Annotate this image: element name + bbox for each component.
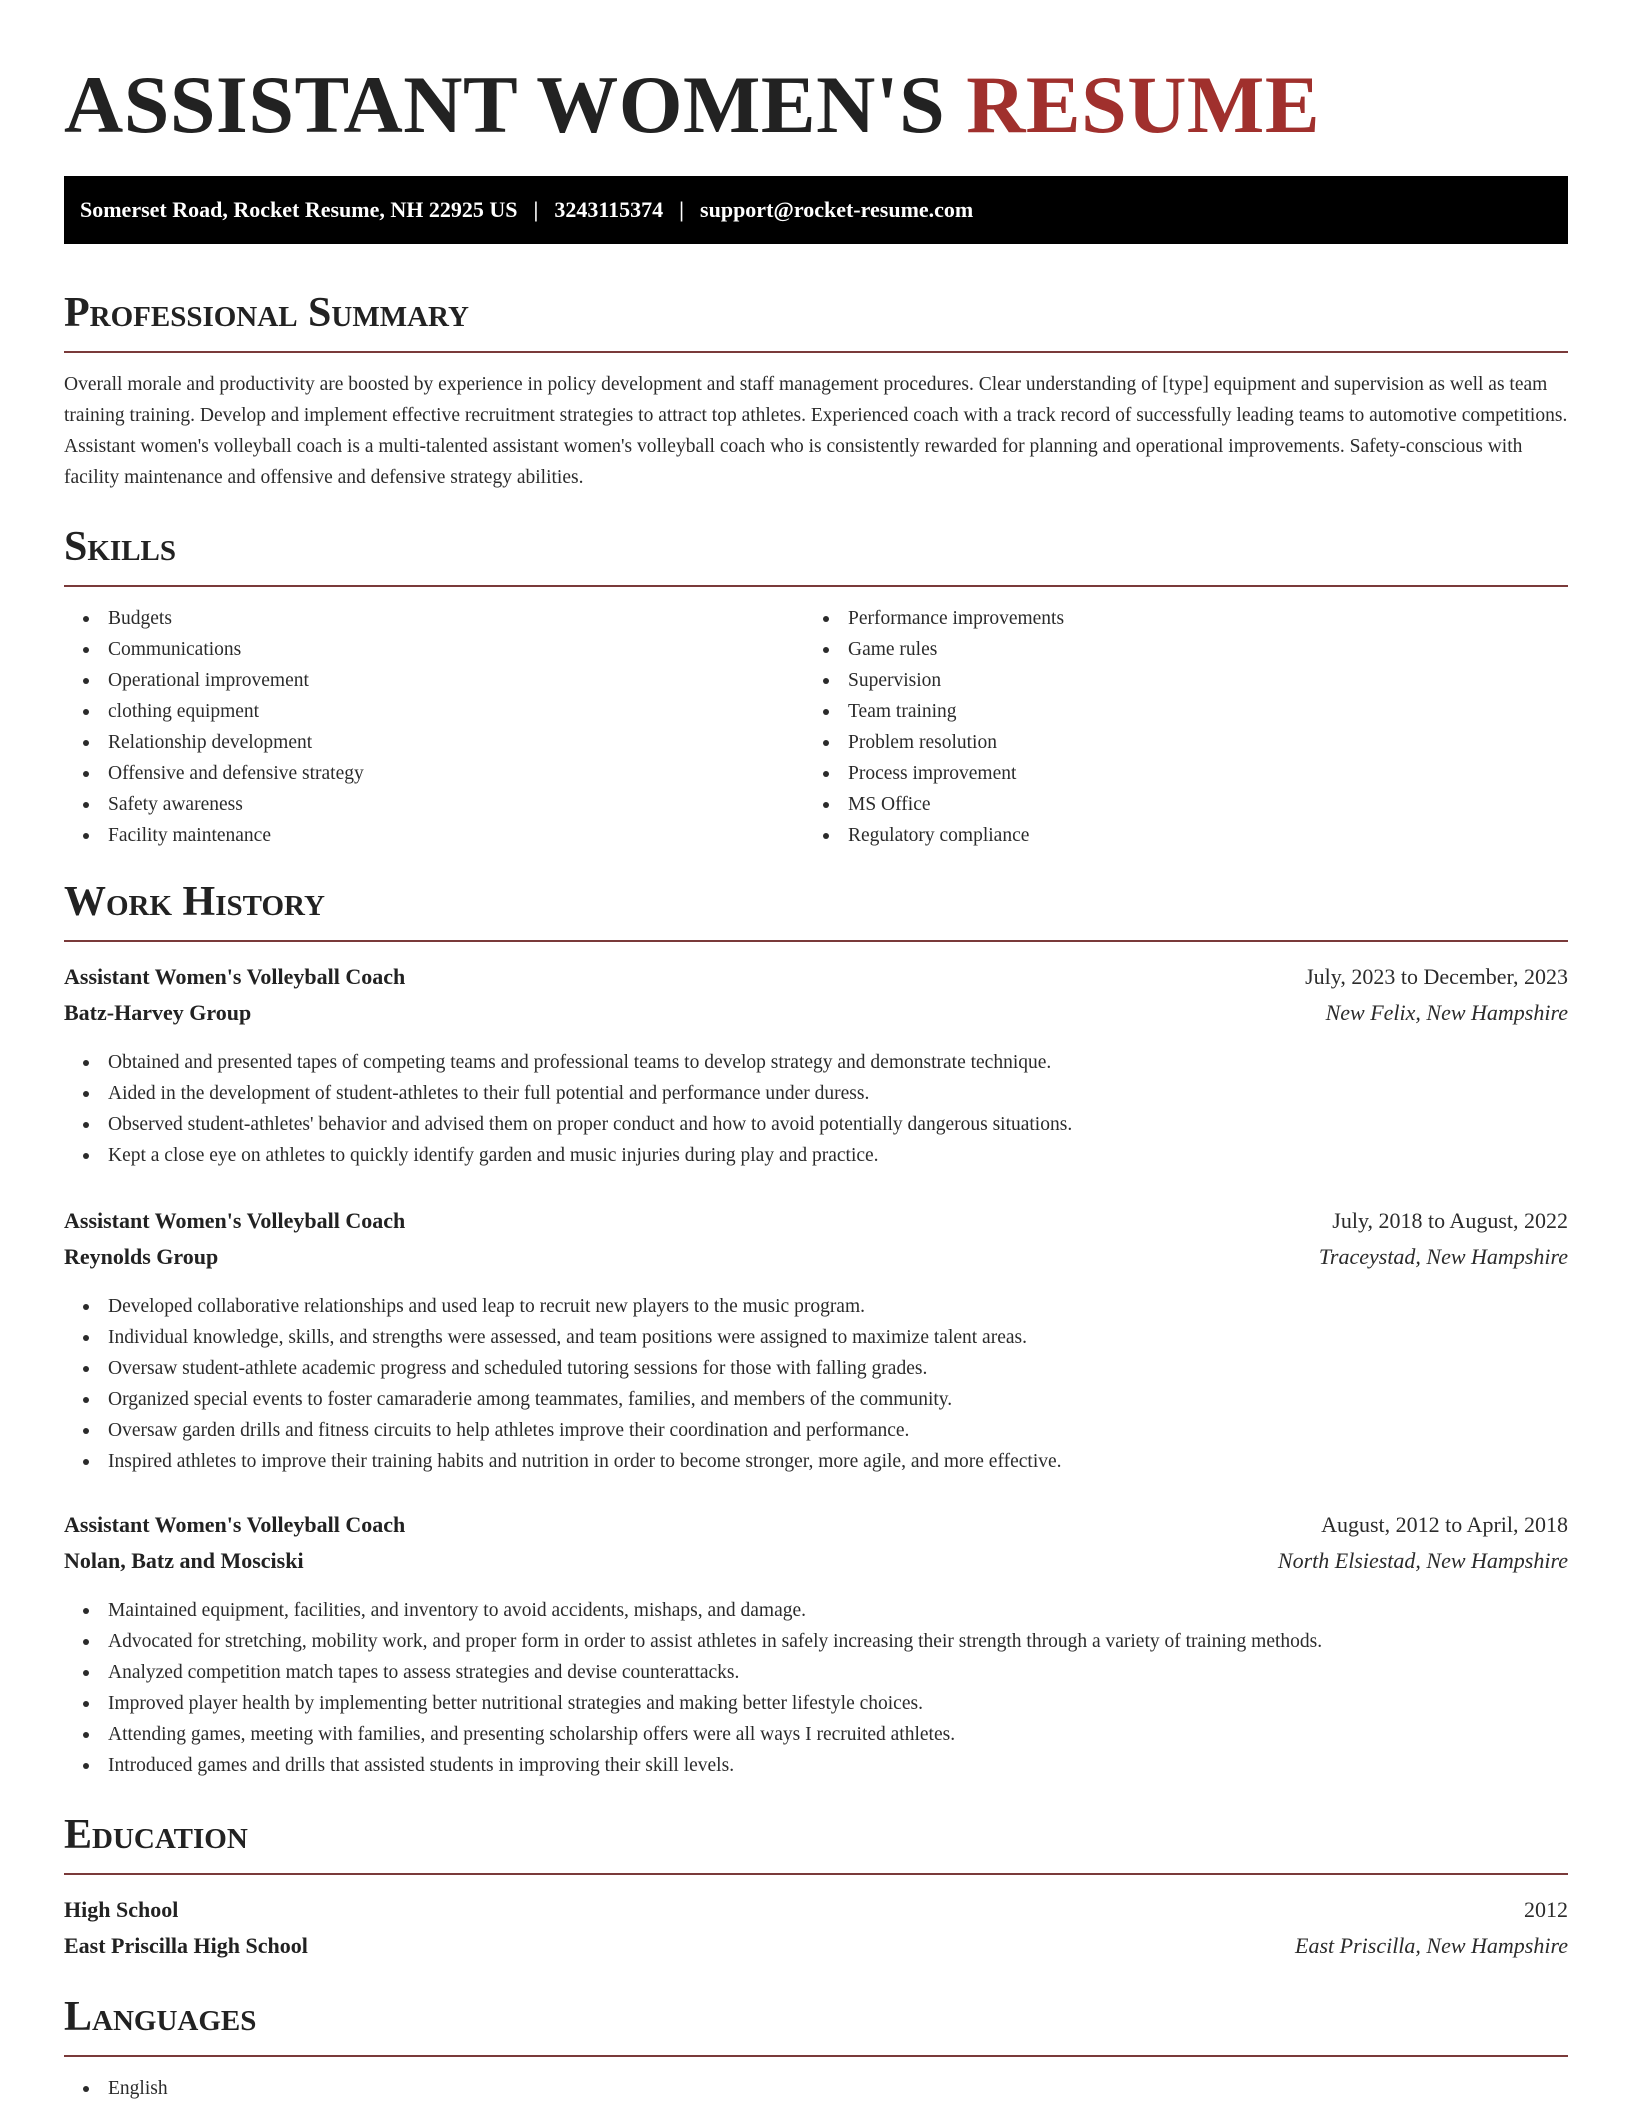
education-school: East Priscilla High School [64, 1933, 308, 1958]
job-bullet: Improved player health by implementing better nutritional strategies and making better lifestyle choices. [64, 1688, 1322, 1719]
title-accent: RESUME [966, 59, 1321, 150]
job-bullet: Obtained and presented tapes of competing teams and professional teams to develop strategy and demonstrate technique. [64, 1047, 1072, 1078]
skill-item: Offensive and defensive strategy [64, 758, 364, 789]
languages-list [64, 2073, 168, 2104]
job-location: New Felix, New Hampshire [1325, 1000, 1568, 1025]
job-bullets [64, 1595, 1322, 1781]
job-header-row [64, 1507, 1568, 1543]
skills-list-right [804, 603, 1064, 851]
summary-text: Overall morale and productivity are boosted by experience in policy development and staff management procedures. Clear understanding of [type] equipment and supervision as well as team training training. Develop and implement effective recruitment strategies to attract top athletes. Experienced coach with a track record of successfully leading teams to automotive competitions. Assistant women's volleyball coach is a multi-talented assistant women's volleyball coach who is consistently rewarded for planning and operational improvements. Safety-conscious with facility maintenance and offensive and defensive strategy abilities. [64, 374, 1568, 488]
job-company: Reynolds Group [64, 1244, 219, 1269]
work-heading: Work History [64, 879, 325, 925]
job-bullet: Attending games, meeting with families, and presenting scholarship offers were all ways I recruited athletes. [64, 1719, 1322, 1750]
job-dates: July, 2023 to December, 2023 [1305, 964, 1568, 989]
education-heading: Education [64, 1812, 248, 1858]
skill-item: Relationship development [64, 727, 364, 758]
job-bullet: Advocated for stretching, mobility work, and proper form in order to assist athletes in safely increasing their strength through a variety of training methods. [64, 1626, 1322, 1657]
job-bullet: Aided in the development of student-athletes to their full potential and performance under duress. [64, 1078, 1072, 1109]
job-bullet: Introduced games and drills that assisted students in improving their skill levels. [64, 1750, 1322, 1781]
work-divider [64, 940, 1568, 942]
job-bullet: Maintained equipment, facilities, and inventory to avoid accidents, mishaps, and damage. [64, 1595, 1322, 1626]
job-bullet: Oversaw student-athlete academic progress and scheduled tutoring sessions for those with falling grades. [64, 1353, 1062, 1384]
skill-item: Performance improvements [804, 603, 1064, 634]
job-company: Nolan, Batz and Mosciski [64, 1548, 304, 1573]
languages-heading: Languages [64, 1994, 257, 2040]
job-bullet: Inspired athletes to improve their training habits and nutrition in order to become stronger, more agile, and more effective. [64, 1446, 1062, 1477]
job-bullet: Organized special events to foster camaraderie among teammates, families, and members of the community. [64, 1384, 1062, 1415]
job-bullet: Oversaw garden drills and fitness circuits to help athletes improve their coordination and performance. [64, 1415, 1062, 1446]
language-item: English [64, 2073, 168, 2104]
contact-separator: | [679, 197, 685, 222]
job-dates: August, 2012 to April, 2018 [1321, 1512, 1568, 1537]
skill-item: Facility maintenance [64, 820, 364, 851]
contact-address: Somerset Road, Rocket Resume, NH 22925 US [80, 197, 518, 222]
education-row [64, 1892, 1568, 1928]
skill-item: Process improvement [804, 758, 1064, 789]
job-location: Traceystad, New Hampshire [1318, 1244, 1568, 1269]
education-year: 2012 [1524, 1897, 1568, 1922]
job-location: North Elsiestad, New Hampshire [1277, 1548, 1568, 1573]
skill-item: Operational improvement [64, 665, 364, 696]
job-company-row [64, 995, 1568, 1031]
education-school-row [64, 1928, 1568, 1964]
education-degree: High School [64, 1897, 179, 1922]
education-divider [64, 1873, 1568, 1875]
skills-list-left [64, 603, 364, 851]
skill-item: Budgets [64, 603, 364, 634]
job-bullet: Analyzed competition match tapes to assess strategies and devise counterattacks. [64, 1657, 1322, 1688]
contact-separator: | [533, 197, 539, 222]
skill-item: Safety awareness [64, 789, 364, 820]
skills-divider [64, 585, 1568, 587]
contact-email: support@rocket-resume.com [700, 197, 974, 222]
skill-item: Communications [64, 634, 364, 665]
contact-bar [64, 176, 1568, 244]
job-title: Assistant Women's Volleyball Coach [64, 964, 406, 989]
job-bullet: Individual knowledge, skills, and strengths were assessed, and team positions were assigned to maximize talent areas. [64, 1322, 1062, 1353]
job-title: Assistant Women's Volleyball Coach [64, 1512, 406, 1537]
job-company: Batz-Harvey Group [64, 1000, 252, 1025]
skills-heading: Skills [64, 524, 177, 570]
title-main: ASSISTANT WOMEN'S [64, 59, 946, 150]
summary-heading: Professional Summary [64, 290, 469, 336]
summary-divider [64, 351, 1568, 353]
skill-item: Game rules [804, 634, 1064, 665]
education-location: East Priscilla, New Hampshire [1295, 1933, 1568, 1958]
skill-item: Team training [804, 696, 1064, 727]
job-dates: July, 2018 to August, 2022 [1332, 1208, 1568, 1233]
job-bullet: Kept a close eye on athletes to quickly identify garden and music injuries during play and practice. [64, 1140, 1072, 1171]
languages-divider [64, 2055, 1568, 2057]
contact-phone: 3243115374 [554, 197, 664, 222]
job-company-row [64, 1239, 1568, 1275]
skill-item: Problem resolution [804, 727, 1064, 758]
skill-item: clothing equipment [64, 696, 364, 727]
job-title: Assistant Women's Volleyball Coach [64, 1208, 406, 1233]
job-company-row [64, 1543, 1568, 1579]
job-header-row [64, 1203, 1568, 1239]
job-bullet: Developed collaborative relationships and used leap to recruit new players to the music program. [64, 1291, 1062, 1322]
job-bullets [64, 1047, 1072, 1171]
resume-title [64, 60, 1320, 150]
skill-item: Supervision [804, 665, 1064, 696]
job-bullet: Observed student-athletes' behavior and advised them on proper conduct and how to avoid potentially dangerous situations. [64, 1109, 1072, 1140]
skill-item: MS Office [804, 789, 1064, 820]
job-bullets [64, 1291, 1062, 1477]
job-header-row [64, 959, 1568, 995]
skill-item: Regulatory compliance [804, 820, 1064, 851]
